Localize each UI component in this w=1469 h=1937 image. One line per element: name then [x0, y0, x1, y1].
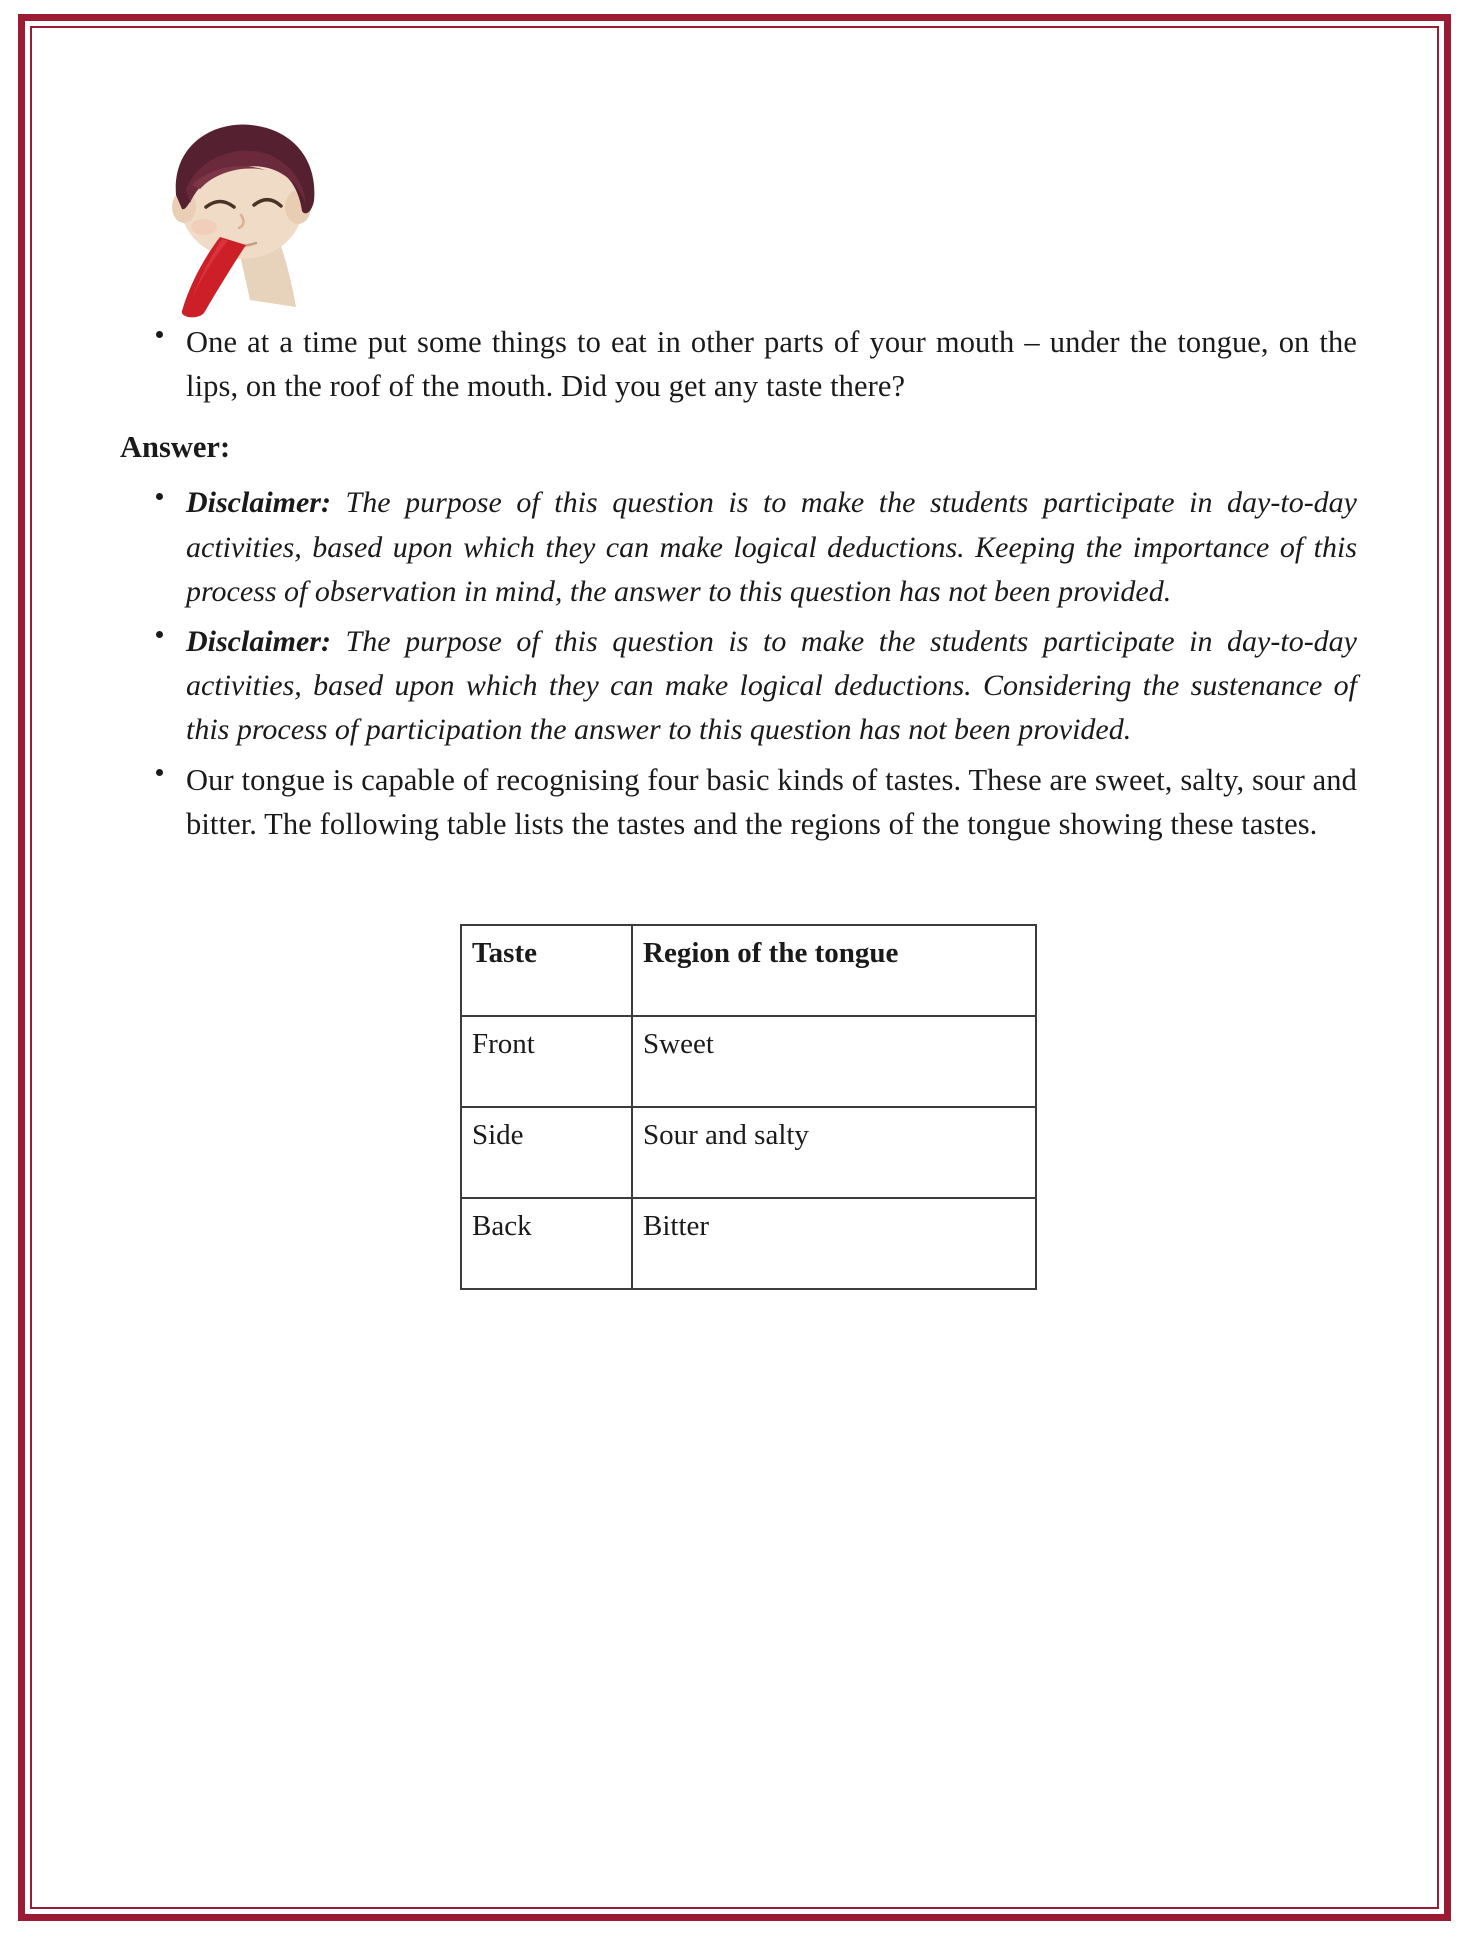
- list-item: [112, 481, 1357, 613]
- table-header-row: [461, 925, 1036, 1016]
- answer-bullet-list: [112, 481, 1357, 846]
- table-row: [461, 1016, 1036, 1107]
- table-cell-region: Sweet: [632, 1016, 1036, 1107]
- table-cell-taste: Front: [461, 1016, 632, 1107]
- table-cell-taste: Side: [461, 1107, 632, 1198]
- bullet-dot-icon: [156, 493, 163, 500]
- table-header-taste: Taste: [461, 925, 632, 1016]
- bullet-dot-icon: [156, 631, 163, 638]
- list-item: [112, 320, 1357, 408]
- answer-item-2: [186, 620, 1357, 752]
- question-text: One at a time put some things to eat in other parts of your mouth – under the tongue, on the lips, on the roof of the mouth. Did you get any taste there?: [186, 325, 1357, 404]
- disclaimer-body: The purpose of this question is to make the students participate in day-to-day activities, based upon which they can make logical deductions. Keeping the importance of this process of observation in mind, the answer to this question has not been provided.: [186, 486, 1357, 608]
- table-cell-taste: Back: [461, 1198, 632, 1289]
- illustration-boy-tongue: [146, 115, 336, 320]
- table-row: [461, 1198, 1036, 1289]
- table-cell-region: Sour and salty: [632, 1107, 1036, 1198]
- bullet-dot-icon: [156, 769, 163, 776]
- bullet-dot-icon: [156, 331, 163, 338]
- disclaimer-lead: Disclaimer:: [186, 624, 331, 658]
- answer-item-3: Our tongue is capable of recognising four basic kinds of tastes. These are sweet, salty, sour and bitter. The following table lists the tastes and the regions of the tongue showing these tastes.: [186, 763, 1357, 842]
- boy-sticking-out-tongue-icon: [146, 115, 336, 320]
- answer-label: Answer:: [120, 430, 231, 465]
- list-item: [112, 620, 1357, 752]
- table-cell-region: Bitter: [632, 1198, 1036, 1289]
- table-header-region: Region of the tongue: [632, 925, 1036, 1016]
- answer-item-1: [186, 481, 1357, 613]
- disclaimer-lead: Disclaimer:: [186, 486, 331, 520]
- taste-region-table: [460, 924, 1037, 1289]
- question-bullet-list: [112, 320, 1357, 408]
- taste-table-wrapper: [112, 924, 1357, 1289]
- table-row: [461, 1107, 1036, 1198]
- disclaimer-body: The purpose of this question is to make the students participate in day-to-day activities, based upon which they can make logical deductions. Considering the sustenance of this process of participation the answer to this question has not been provided.: [186, 624, 1357, 746]
- list-item: [112, 758, 1357, 846]
